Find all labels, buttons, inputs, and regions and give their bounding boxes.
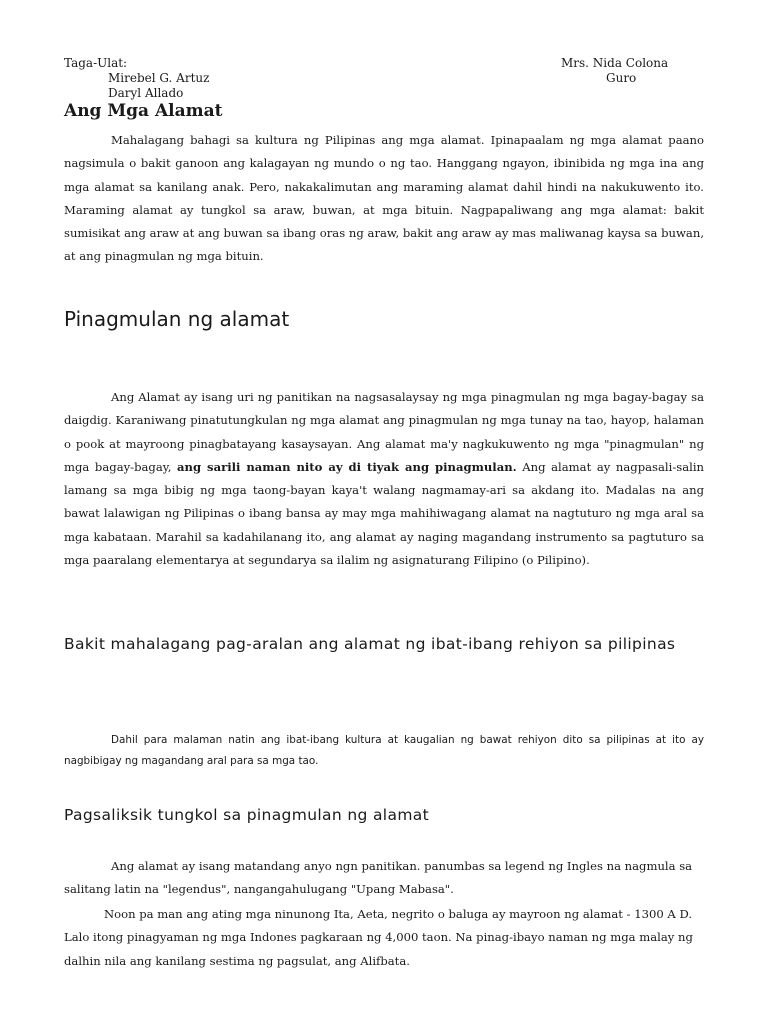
section-heading-bakit: Bakit mahalagang pag-aralan ang alamat ng ibat-ibang rehiyon sa pilipinas [64,635,676,653]
section-heading-pagsaliksik: Pagsaliksik tungkol sa pinagmulan ng alamat [64,806,430,824]
teacher-name: Mrs. Nida Colona [561,56,669,70]
paragraph-text: Ang Alamat ay isang uri ng panitikan na nagsasalaysay ng mga pinagmulan ng mga bagay-bagay sa daigdig. Karaniwang pinatutungkulan ng mga alamat ang pinagmulan ng mga tunay na tao, hayop, halaman o pook at mayroong pinagbatayang kasaysayan. Ang alamat ma'y nagkukuwento ng mga "pinagmulan" ng mga bagay-bagay, [64,390,704,474]
emphasized-text: ang sarili naman nito ay di tiyak ang pinagmulan. [177,459,517,474]
paragraph-text: Ang alamat ay nagpasali-salin lamang sa mga bibig ng mga taong-bayan kaya't walang nagmamay-ari sa akdang ito. Madalas na ang bawat lalawigan ng Pilipinas o ibang bansa ay may mga mahihiwagang alamat na nagtuturo ng mga aral sa mga kabataan. Marahil sa kadahilanang ito, ang alamat ay naging magandang instrumento sa pagtuturo sa mga paaralang elementarya at segundarya sa ilalim ng asignaturang Filipino (o Pilipino). [64,459,704,568]
reporter-name: Daryl Allado [108,86,184,100]
section-paragraph-pinagmulan [64,386,704,572]
section-paragraph-pagsaliksik-2: Noon pa man ang ating mga ninunong Ita, Aeta, negrito o baluga ay mayroon ng alamat - 1300 A D. Lalo itong pinagyaman ng mga Indones pagkaraan ng 4,000 taon. Na pinag-ibayo naman ng mga malay ng dalhin nila ang kanilang sestima ng pagsulat, ang Alifbata. [64,907,693,968]
reporter-label: Taga-Ulat: [64,56,128,70]
intro-paragraph: Mahalagang bahagi sa kultura ng Pilipinas ang mga alamat. Ipinapaalam ng mga alamat paano nagsimula o bakit ganoon ang kalagayan ng mundo o ng tao. Hanggang ngayon, ibinibida ng mga ina ang mga alamat sa kanilang anak. Pero, nakakalimutan ang maraming alamat dahil hindi na nakukuwento ito. Maraming alamat ay tungkol sa araw, buwan, at mga bituin. Nagpapaliwang ang mga alamat: bakit sumisikat ang araw at ang buwan sa ibang oras ng araw, bakit ang araw ay mas maliwanag kaysa sa buwan, at ang pinagmulan ng mga bituin. [64,133,704,264]
section-paragraph-pagsaliksik-1: Ang alamat ay isang matandang anyo ngn panitikan. panumbas sa legend ng Ingles na nagmula sa salitang latin na "legendus", nangangahulugang "Upang Mabasa". [64,859,693,897]
section-heading-pinagmulan: Pinagmulan ng alamat [64,307,290,331]
document-title: Ang Mga Alamat [64,101,223,121]
reporter-name: Mirebel G. Artuz [108,71,210,85]
teacher-role: Guro [606,71,637,85]
section-paragraph-bakit: Dahil para malaman natin ang ibat-ibang kultura at kaugalian ng bawat rehiyon dito sa pilipinas at ito ay nagbibigay ng magandang aral para sa mga tao. [64,734,704,767]
